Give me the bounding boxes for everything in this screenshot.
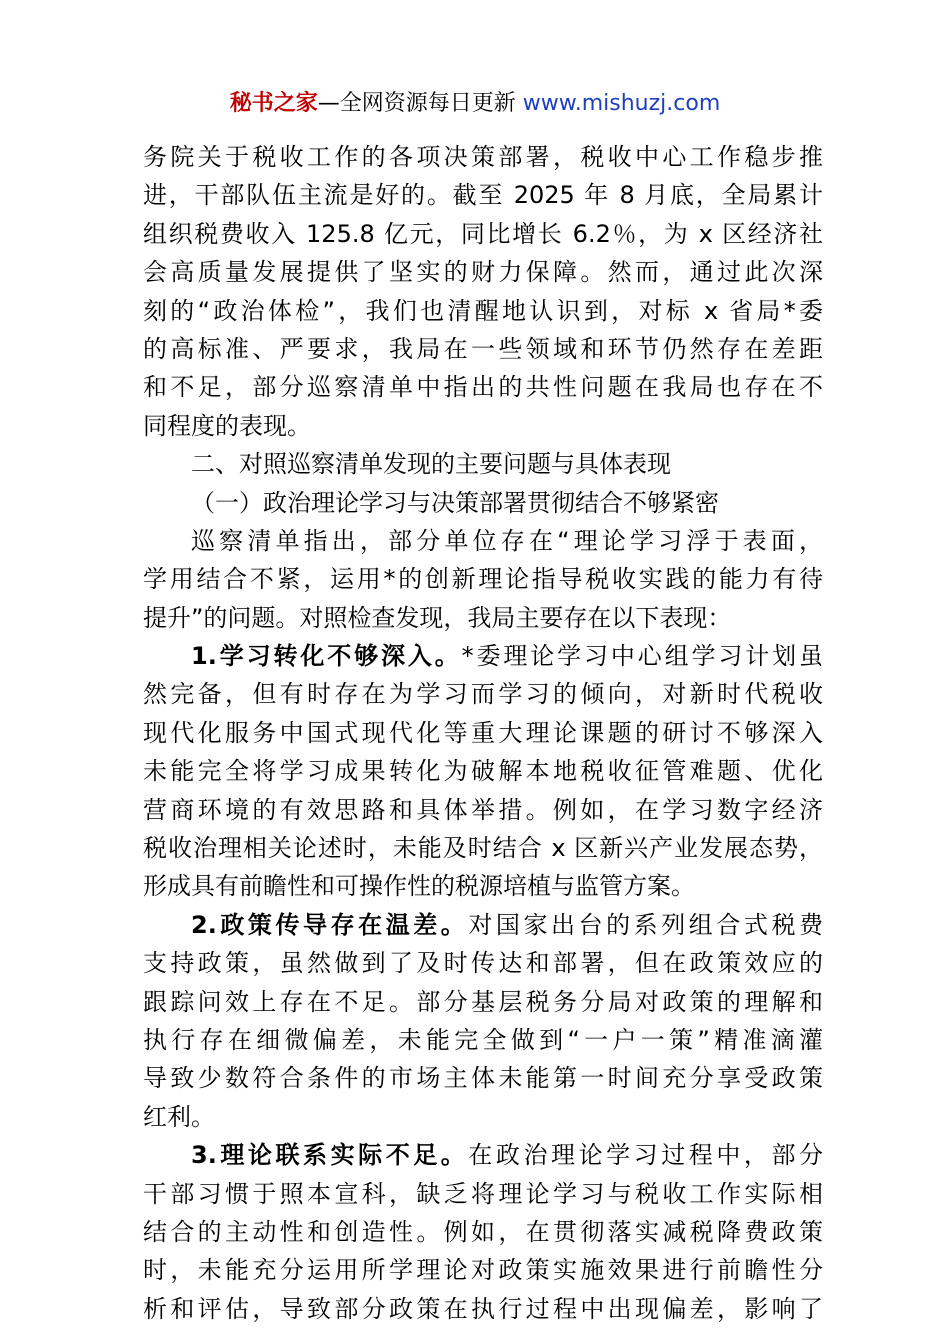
body-line: 和不足，部分巡察清单中指出的共性问题在我局也存在不 xyxy=(143,373,823,402)
body-line: 红利。 xyxy=(143,1102,215,1131)
body-line: 务院关于税收工作的各项决策部署，税收中心工作稳步推 xyxy=(143,143,823,171)
item-3-title: 3.理论联系实际不足。 xyxy=(191,1141,469,1170)
site-header xyxy=(0,88,950,120)
item-2-first-line xyxy=(143,906,823,944)
body-line: 未能完全将学习成果转化为破解本地税收征管难题、优化 xyxy=(143,757,823,786)
body-line: 巡察清单指出，部分单位存在“理论学习浮于表面， xyxy=(191,526,823,555)
subsection-heading: （一）政治理论学习与决策部署贯彻结合不够紧密 xyxy=(191,488,719,517)
body-line: 的高标准、严要求，我局在一些领域和环节仍然存在差距 xyxy=(143,334,823,363)
section-heading: 二、对照巡察清单发现的主要问题与具体表现 xyxy=(191,450,671,479)
body-line: 会高质量发展提供了坚实的财力保障。然而，通过此次深 xyxy=(143,258,823,287)
body-line: 学用结合不紧，运用*的创新理论指导税收实践的能力有待 xyxy=(143,565,823,594)
body-line: 支持政策，虽然做到了及时传达和部署，但在政策效应的 xyxy=(143,949,823,978)
body-line: 同程度的表现。 xyxy=(143,411,311,440)
body-line: 进，干部队伍主流是好的。截至 2025 年 8 月底，全局累计 xyxy=(143,181,823,210)
body-line: 组织税费收入 125.8 亿元，同比增长 6.2％，为 x 区经济社 xyxy=(143,219,823,248)
item-1-title: 1.学习转化不够深入。 xyxy=(191,642,462,671)
item-2-text: 对国家出台的系列组合式税费 xyxy=(468,910,823,939)
body-line: 结合的主动性和创造性。例如，在贯彻落实减税降费政策 xyxy=(143,1217,823,1246)
body-line: 税收治理相关论述时，未能及时结合 x 区新兴产业发展态势， xyxy=(143,834,823,863)
site-url-link[interactable]: www.mishuzj.com xyxy=(522,91,721,116)
item-2-title: 2.政策传导存在温差。 xyxy=(191,910,469,939)
item-3-first-line xyxy=(143,1136,823,1174)
item-1-text: *委理论学习中心组学习计划虽 xyxy=(461,642,823,671)
body-line: 导致少数符合条件的市场主体未能第一时间充分享受政策 xyxy=(143,1064,823,1093)
body-line: 析和评估，导致部分政策在执行过程中出现偏差，影响了 xyxy=(143,1294,823,1323)
item-3-text: 在政治理论学习过程中，部分 xyxy=(468,1141,823,1170)
body-line: 形成具有前瞻性和可操作性的税源培植与监管方案。 xyxy=(143,872,695,901)
body-line: 干部习惯于照本宣科，缺乏将理论学习与税收工作实际相 xyxy=(143,1179,823,1208)
body-line: 跟踪问效上存在不足。部分基层税务分局对政策的理解和 xyxy=(143,987,823,1016)
site-brand: 秘书之家 xyxy=(229,91,318,116)
body-line: 执行存在细微偏差，未能完全做到“一户一策”精准滴灌 xyxy=(143,1025,823,1054)
site-tagline: —全网资源每日更新 xyxy=(317,91,523,116)
body-line: 现代化服务中国式现代化等重大理论课题的研讨不够深入 xyxy=(143,718,823,747)
document-body xyxy=(143,138,823,1328)
body-line: 营商环境的有效思路和具体举措。例如，在学习数字经济 xyxy=(143,795,823,824)
body-line: 提升”的问题。对照检查发现，我局主要存在以下表现： xyxy=(143,603,732,632)
item-1-first-line xyxy=(143,637,823,675)
body-line: 时，未能充分运用所学理论对政策实施效果进行前瞻性分 xyxy=(143,1256,823,1285)
body-line: 刻的“政治体检”，我们也清醒地认识到，对标 x 省局*委 xyxy=(143,296,823,325)
body-line: 然完备，但有时存在为学习而学习的倾向，对新时代税收 xyxy=(143,680,823,709)
